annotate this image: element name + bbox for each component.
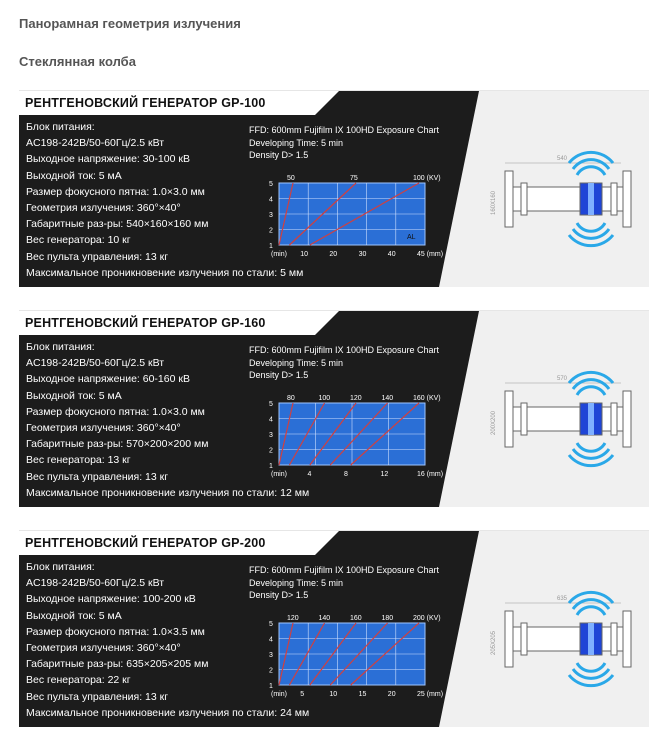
radiation-wave-top (577, 387, 605, 395)
x-tick-label: 5 (300, 691, 305, 698)
exposure-info (249, 344, 439, 382)
flange (521, 623, 527, 655)
spec-line: Выходное напряжение: 60-160 кВ (26, 373, 190, 386)
series-label: 75 (350, 175, 358, 182)
spec-line: Выходное напряжение: 30-100 кВ (26, 153, 190, 166)
spec-line: Выходное напряжение: 100-200 кВ (26, 593, 196, 606)
tube-highlight (588, 403, 594, 435)
spec-line: Геометрия излучения: 360°×40° (26, 202, 181, 215)
y-tick-label: 4 (269, 416, 273, 424)
spec-line: Габаритные раз-ры: 570×200×200 мм (26, 438, 209, 451)
spec-line: Вес пульта управления: 13 кг (26, 470, 169, 483)
series-label: 100 (KV) (413, 175, 441, 182)
generator-body (513, 187, 623, 211)
series-label: 160 (KV) (413, 395, 441, 402)
chart-annotation: AL (407, 234, 416, 241)
spec-line: Выходной ток: 5 мА (26, 609, 122, 622)
left-handle (505, 171, 513, 227)
series-label: 160 (350, 615, 362, 622)
series-label: 140 (381, 395, 394, 402)
flange (611, 183, 617, 215)
right-handle (623, 391, 631, 447)
series-label: 50 (287, 175, 295, 182)
series-label: 140 (318, 615, 331, 622)
tube-highlight (588, 183, 594, 215)
radiation-wave-bottom (569, 455, 613, 466)
spec-line: Вес пульта управления: 13 кг (26, 690, 169, 703)
x-tick-label: 25 (mm) (417, 691, 444, 698)
right-handle (623, 611, 631, 667)
y-tick-label: 3 (269, 652, 273, 659)
flange (521, 183, 527, 215)
radiation-wave-bottom (577, 223, 605, 231)
spec-line: Габаритные раз-ры: 635×205×205 мм (26, 658, 209, 671)
spec-line: Вес пульта управления: 13 кг (26, 250, 169, 263)
heading-panoramic: Панорамная геометрия излучения (19, 16, 241, 31)
info-line: Developing Time: 5 min (249, 137, 344, 148)
generator-illustration (483, 111, 643, 261)
radiation-wave-bottom (577, 443, 605, 451)
radiation-wave-bottom (569, 235, 613, 246)
spec-line: AC198-242B/50-60Гц/2.5 кВт (26, 137, 165, 150)
y-tick-label: 4 (269, 196, 273, 204)
y-tick-label: 2 (269, 227, 273, 235)
spec-line: Блок питания: (26, 341, 95, 353)
generator-body (513, 407, 623, 431)
y-tick-label: 1 (269, 683, 273, 690)
y-tick-label: 2 (269, 447, 273, 455)
info-line: Density D> 1.5 (249, 150, 309, 160)
radiation-wave-top (577, 607, 605, 615)
spec-line: Габаритные раз-ры: 540×160×160 мм (26, 218, 209, 231)
heading-glass-tube: Стеклянная колба (19, 54, 136, 69)
y-tick-label: 1 (269, 243, 273, 250)
spec-line: Максимальное проникновение излучения по стали: 5 мм (26, 266, 304, 279)
exposure-chart (245, 391, 445, 483)
dimension-height: 200X200 (491, 410, 497, 435)
series-label: 120 (287, 615, 299, 622)
spec-line: Геометрия излучения: 360°×40° (26, 642, 181, 655)
x-tick-label: 4 (307, 471, 312, 478)
exposure-info (249, 124, 439, 162)
series-label: 200 (KV) (413, 615, 441, 622)
info-line: Density D> 1.5 (249, 370, 309, 380)
x-tick-label: 20 (387, 691, 396, 698)
info-line: Density D> 1.5 (249, 590, 309, 600)
x-tick-label: (min) (271, 691, 287, 698)
spec-line: Вес генератора: 10 кг (26, 234, 131, 247)
radiation-wave-top (569, 372, 613, 383)
dimension-height: 205X205 (491, 630, 497, 655)
series-label: 100 (318, 395, 331, 402)
flange (521, 403, 527, 435)
flange (611, 403, 617, 435)
spec-line: Блок питания: (26, 561, 95, 573)
spec-line: Максимальное проникновение излучения по стали: 24 мм (26, 706, 310, 719)
series-label: 80 (287, 395, 295, 402)
generator-card-gp200 (19, 530, 649, 727)
spec-line: Размер фокусного пятна: 1.0×3.0 мм (26, 405, 205, 418)
radiation-wave-top (569, 592, 613, 603)
spec-line: Вес генератора: 22 кг (26, 674, 131, 687)
spec-line: AC198-242B/50-60Гц/2.5 кВт (26, 577, 165, 590)
series-label: 120 (350, 395, 362, 402)
y-tick-label: 5 (269, 181, 273, 188)
y-tick-label: 3 (269, 212, 273, 219)
x-tick-label: 40 (387, 251, 396, 258)
right-handle (623, 171, 631, 227)
left-handle (505, 391, 513, 447)
spec-line: Размер фокусного пятна: 1.0×3.5 мм (26, 625, 205, 638)
x-tick-label: 8 (344, 471, 348, 478)
info-line: Developing Time: 5 min (249, 577, 344, 588)
exposure-chart (245, 171, 445, 263)
info-line: Developing Time: 5 min (249, 357, 344, 368)
dimension-width: 635 (557, 596, 568, 602)
series-label: 180 (381, 615, 394, 622)
generator-body (513, 627, 623, 651)
generator-illustration (483, 551, 643, 701)
x-tick-label: 15 (358, 691, 367, 698)
y-tick-label: 5 (269, 621, 273, 628)
generator-illustration (483, 331, 643, 481)
info-line: FFD: 600mm Fujifilm IX 100HD Exposure Chart (249, 565, 440, 575)
generator-card-gp100 (19, 90, 649, 287)
exposure-info (249, 564, 439, 602)
y-tick-label: 5 (269, 401, 273, 408)
x-tick-label: 45 (mm) (417, 251, 444, 258)
dimension-width: 570 (557, 376, 568, 382)
x-tick-label: (min) (271, 471, 287, 478)
y-tick-label: 3 (269, 432, 273, 439)
radiation-wave-top (569, 152, 613, 163)
spec-line: Максимальное проникновение излучения по стали: 12 мм (26, 486, 310, 499)
radiation-wave-bottom (569, 675, 613, 686)
card-title: РЕНТГЕНОВСКИЙ ГЕНЕРАТОР GP-100 (19, 91, 315, 115)
y-tick-label: 1 (269, 463, 273, 470)
dimension-height: 160X160 (491, 190, 497, 215)
radiation-wave-top (577, 167, 605, 175)
spec-line: Выходной ток: 5 мА (26, 389, 122, 402)
spec-line: Блок питания: (26, 121, 95, 133)
x-tick-label: 20 (329, 251, 338, 258)
spec-line: Геометрия излучения: 360°×40° (26, 422, 181, 435)
generator-card-gp160 (19, 310, 649, 507)
left-handle (505, 611, 513, 667)
x-tick-label: 10 (329, 691, 338, 698)
exposure-chart (245, 611, 445, 703)
card-title: РЕНТГЕНОВСКИЙ ГЕНЕРАТОР GP-200 (19, 531, 315, 555)
info-line: FFD: 600mm Fujifilm IX 100HD Exposure Chart (249, 345, 440, 355)
spec-line: Выходной ток: 5 мА (26, 169, 122, 182)
spec-line: Вес генератора: 13 кг (26, 454, 131, 467)
y-tick-label: 2 (269, 667, 273, 675)
radiation-wave-bottom (577, 663, 605, 671)
dimension-width: 540 (557, 156, 568, 162)
spec-line: Размер фокусного пятна: 1.0×3.0 мм (26, 185, 205, 198)
x-tick-label: 30 (358, 251, 367, 258)
info-line: FFD: 600mm Fujifilm IX 100HD Exposure Chart (249, 125, 440, 135)
y-tick-label: 4 (269, 636, 273, 644)
card-title: РЕНТГЕНОВСКИЙ ГЕНЕРАТОР GP-160 (19, 311, 315, 335)
spec-line: AC198-242B/50-60Гц/2.5 кВт (26, 357, 165, 370)
x-tick-label: 16 (mm) (417, 471, 444, 478)
flange (611, 623, 617, 655)
x-tick-label: 12 (380, 471, 389, 478)
tube-highlight (588, 623, 594, 655)
x-tick-label: 10 (300, 251, 308, 258)
x-tick-label: (min) (271, 251, 287, 258)
